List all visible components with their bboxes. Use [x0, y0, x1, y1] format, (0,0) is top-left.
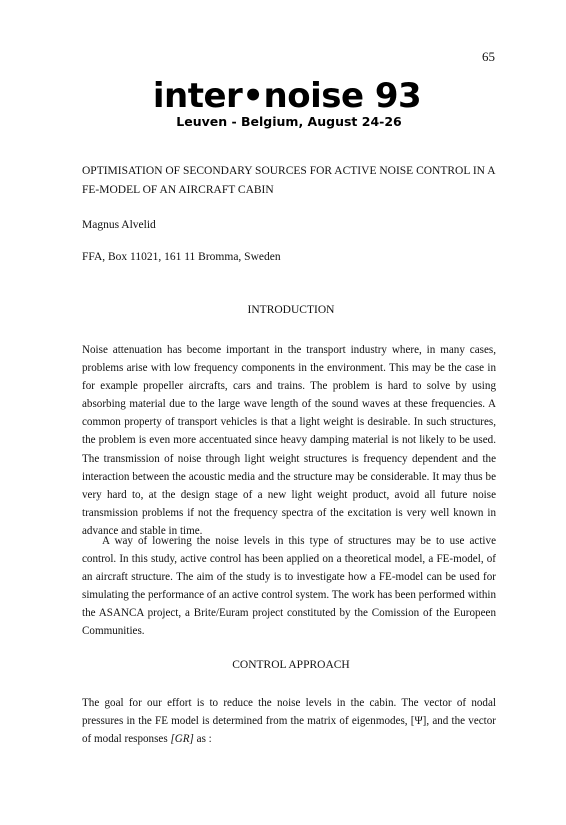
eigenmode-matrix-symbol: [Ψ] — [410, 715, 427, 728]
control-approach-paragraph-1 — [82, 694, 496, 748]
paper-author: Magnus Alvelid — [82, 219, 156, 231]
control-approach-text-part-1: The goal for our effort is to reduce the noise levels in the cabin. The vector of nodal pressures in the FE model is determined from the matrix of eigenmodes, — [82, 697, 496, 728]
paper-title: OPTIMISATION OF SECONDARY SOURCES FOR ACTIVE NOISE CONTROL IN A FE-MODEL OF AN AIRCRAFT CABIN — [82, 165, 495, 196]
control-approach-text-part-2: , and the vector of modal responses — [82, 715, 496, 746]
modal-response-vector-symbol: [GR] — [170, 733, 194, 746]
control-approach-text-part-3: as : — [193, 733, 212, 746]
introduction-paragraph-1: Noise attenuation has become important in the transport industry where, in many cases, problems arise with low frequency components in the environment. This may be the case in for example propeller aircrafts, cars and trains. The problem is hard to solve by using absorbing material due to the large wave length of the sound waves at these frequencies. A common property of transport vehicles is that a light weight is desirable. In such structures, the problem is even more accentuated since heavy damping material is not likely to be used. The transmission of noise through light weight structures is frequency dependent and the interaction between the acoustic media and the structure may be considerable. It may thus be very hard to, at the design stage of a new light weight product, avoid all future noise transmission problems if not the frequency spectra of the excitation is very well known in advance and stable in time. — [82, 344, 496, 537]
conference-logo — [0, 78, 566, 130]
conference-subtitle: Leuven - Belgium, August 24-26 — [176, 114, 402, 129]
section-heading-introduction: INTRODUCTION — [247, 304, 335, 316]
introduction-paragraph-2: A way of lowering the noise levels in this type of structures may be to use active control. In this study, active control has been applied on a theoretical model, a FE-model, of an aircraft structure. The aim of the study is to investigate how a FE-model can be used for simulating the performance of an active control system. The work has been performed within the ASANCA project, a Brite/Euram project constituted by the Comission of the Europeen Communities. — [82, 535, 496, 638]
conference-logo-text: inter•noise 93 — [152, 76, 422, 116]
section-heading-control-approach: CONTROL APPROACH — [232, 659, 350, 671]
paper-affiliation: FFA, Box 11021, 161 11 Bromma, Sweden — [82, 251, 281, 263]
page-number: 65 — [482, 49, 495, 64]
